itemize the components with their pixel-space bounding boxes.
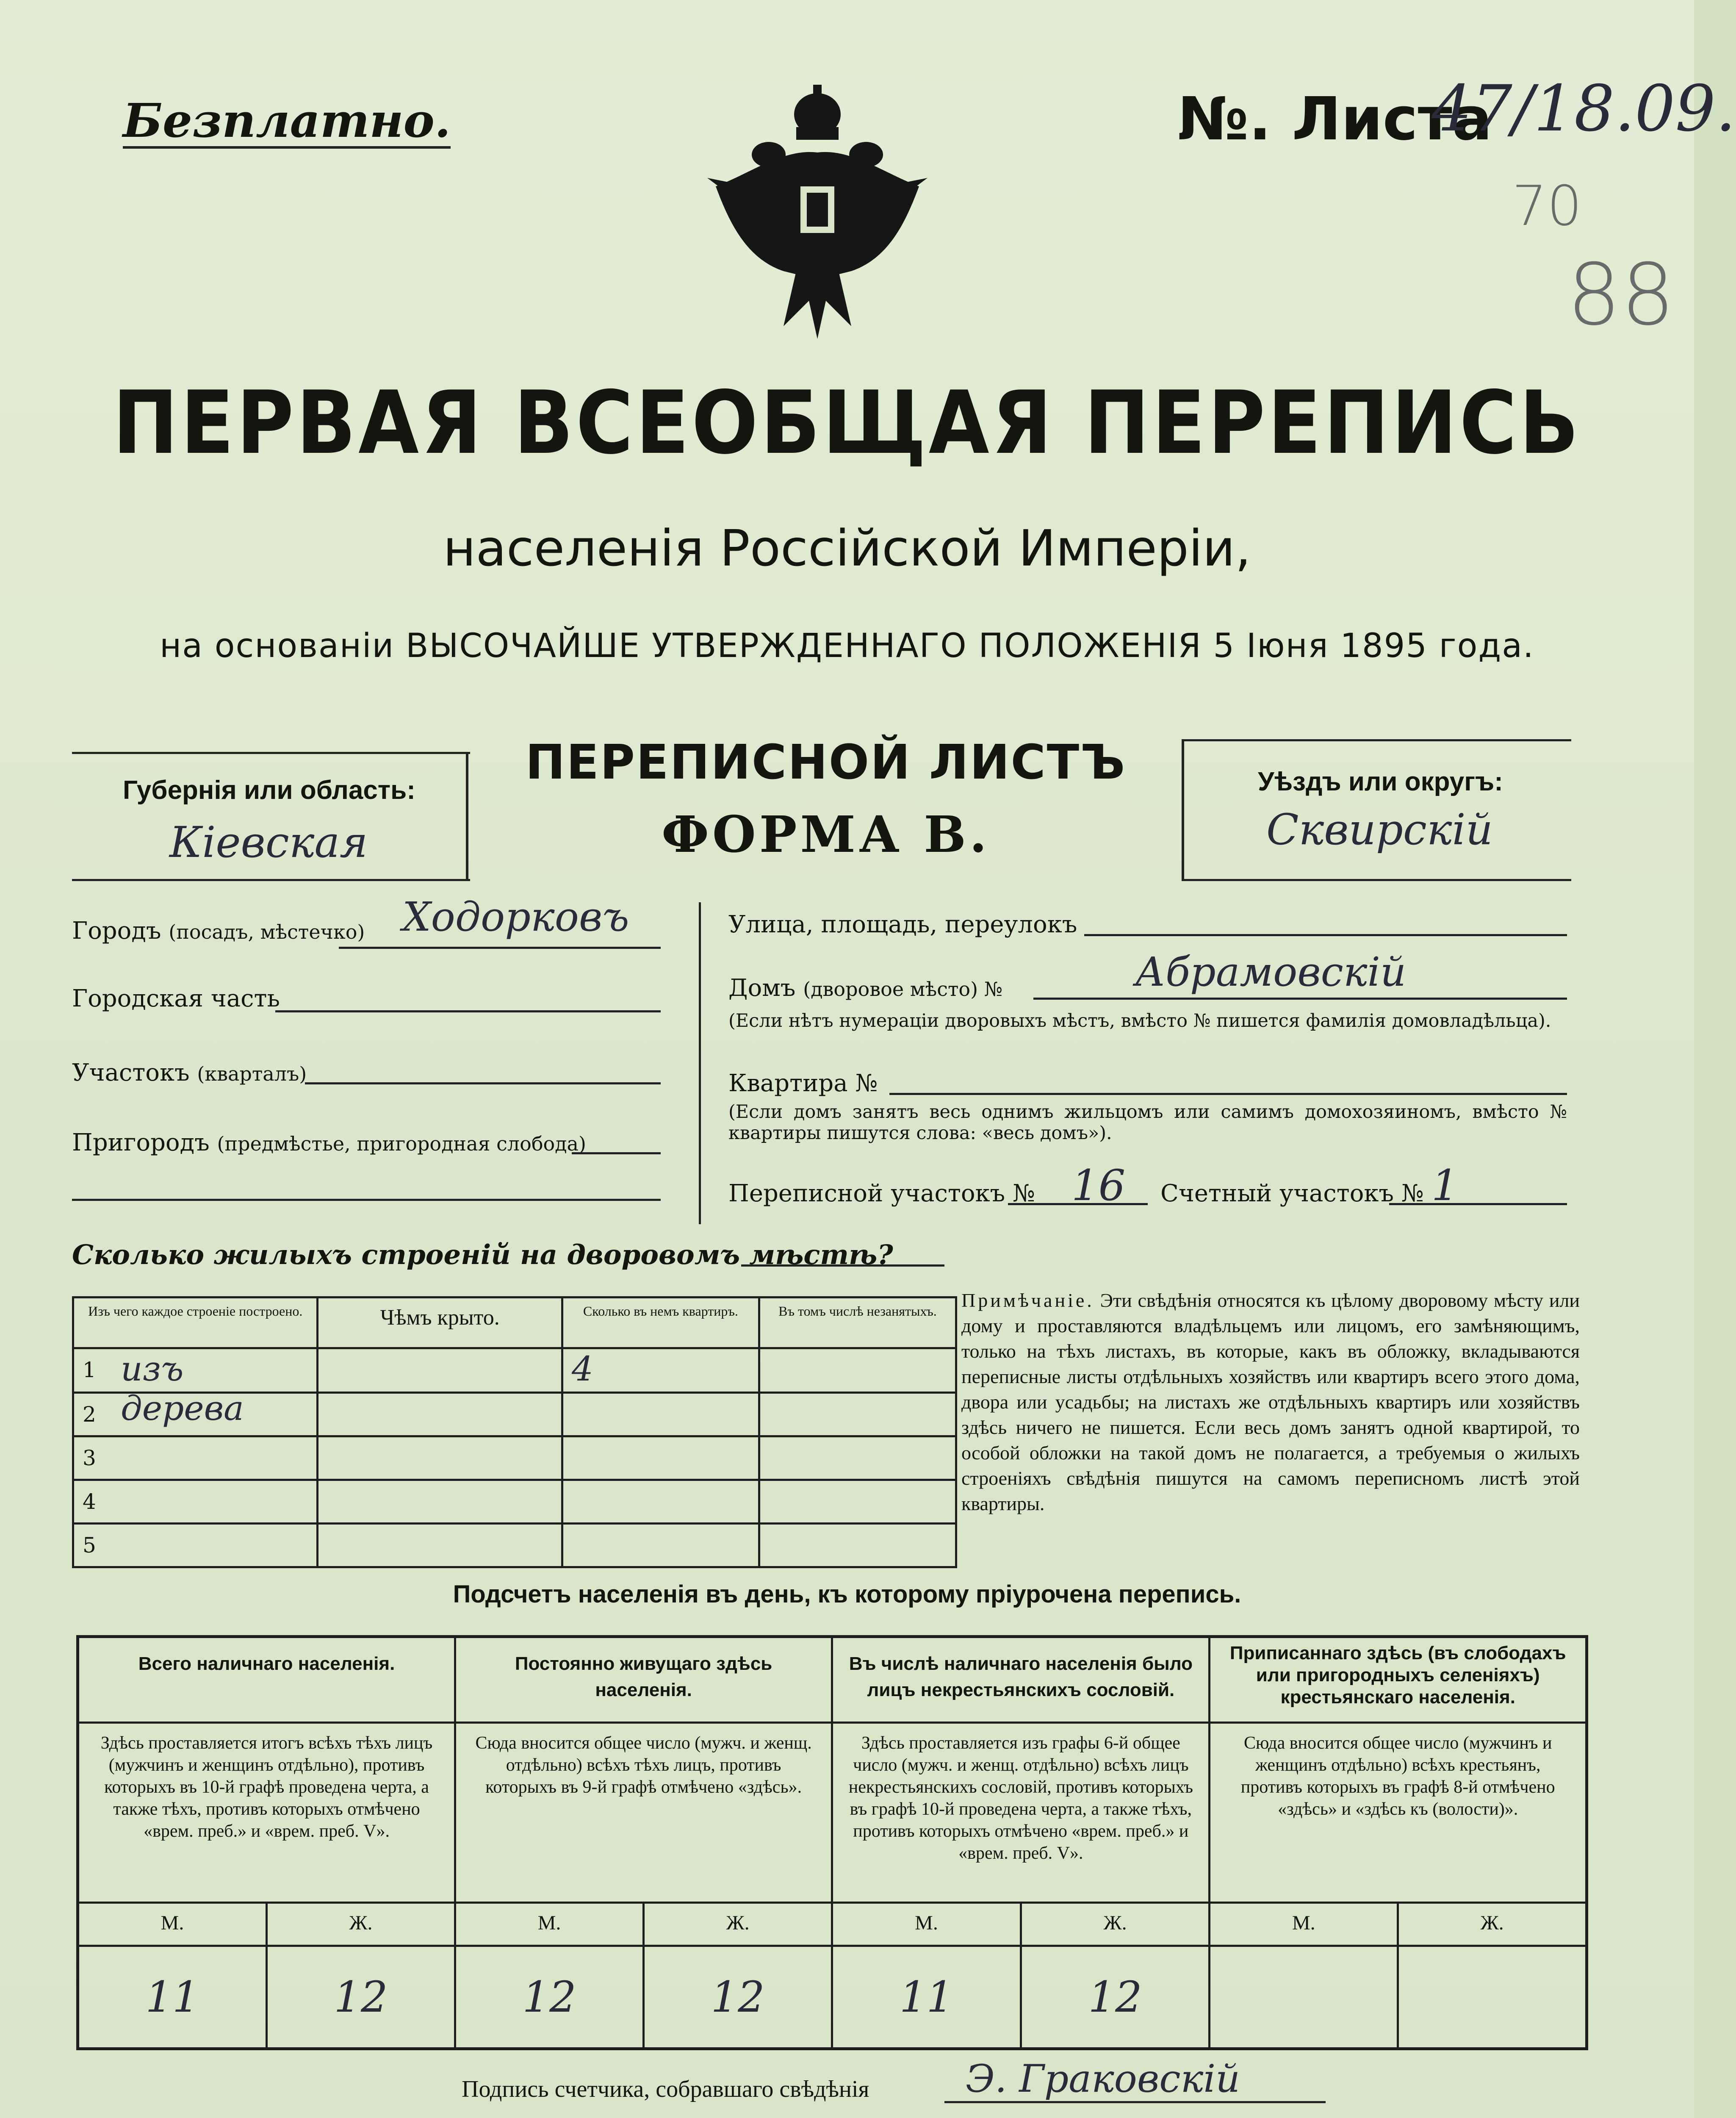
free-label: Безплатно.: [123, 93, 451, 148]
signature-value: Э. Граковскій: [966, 2057, 1240, 2101]
address-divider: [699, 902, 701, 1224]
rule-right: [1182, 739, 1571, 741]
count-col-4-header: Приписаннаго здѣсь (въ слободахъ или пригородныхъ селеніяхъ) крестьянскаго населенія.: [1210, 1637, 1587, 1723]
suburb-label: Пригородъ (предмѣстье, пригородная слобода): [72, 1129, 586, 1156]
uezd-value: Сквирскій: [1266, 805, 1493, 854]
population-count-table: Всего наличнаго населенія. Постоянно живущаго здѣсь населенія. Въ числѣ наличнаго населенія было лицъ некрестьянскихъ сословій. Приписаннаго здѣсь (въ слободахъ или пригородныхъ селеніяхъ) крестьянскаго населенія. Здѣсь проставляется итогъ всѣхъ тѣхъ лицъ (мужчинъ и женщинъ отдѣльно), противъ которыхъ въ 10-й графѣ проведена черта, а также тѣхъ, противъ которыхъ отмѣчено «врем. преб.» и «врем. преб. V». Сюда вносится общее число (мужч. и женщ. отдѣльно) всѣхъ тѣхъ лицъ, противъ которыхъ въ 9-й графѣ отмѣчено «здѣсь». Здѣсь проставляется изъ графы 6-й общее число (мужч. и женщ. отдѣльно) всѣхъ лицъ некрестьянскихъ сословій, противъ которыхъ въ графѣ 10-й проведена черта, а также тѣхъ, противъ которыхъ отмѣчено «врем. преб.» и «врем. преб. V». Сюда вносится общее число (мужчинъ и женщинъ отдѣльно) всѣхъ крестьянъ, противъ которыхъ въ графѣ 8-й отмѣчено «здѣсь» и «здѣсь къ (волости)». М. Ж. М. Ж. М. Ж. М. Ж. 11 12 12 12 11 12: [76, 1635, 1588, 2050]
count-title: Подсчетъ населенія въ день, къ которому пріурочена перепись.: [453, 1580, 1241, 1608]
divider-left: [466, 752, 468, 881]
census-district-value: 16: [1072, 1161, 1126, 1210]
city-value: Ходорковъ: [402, 894, 629, 940]
count-district-label: Счетный участокъ №: [1160, 1180, 1424, 1207]
count-district-value: 1: [1431, 1161, 1459, 1210]
col-material-header: Изъ чего каждое строеніе построено.: [73, 1297, 318, 1348]
census-district-label: Переписной участокъ №: [728, 1180, 1035, 1207]
table-row: 2: [73, 1393, 956, 1436]
imperial-eagle-emblem: [699, 80, 936, 343]
street-line: [1084, 934, 1567, 936]
house-note: (Если нѣтъ нумераціи дворовыхъ мѣстъ, вмѣсто № пишется фамилія домовладѣльца).: [728, 1010, 1551, 1031]
buildings-note: Примѣчаніе. Эти свѣдѣнія относятся къ цѣлому дворовому мѣсту или дому и проставляются владѣльцемъ или лицомъ, его замѣняющимъ, только на тѣхъ листахъ, въ которые, какъ въ обложку, вкладываются переписные листы отдѣльныхъ хозяйствъ или квартиръ всего этого дома, двора или усадьбы; на листахъ же отдѣльныхъ квартиръ или хозяйствъ здѣсь ничего не пишется. Если весь домъ занятъ одной квартирой, то особой обложки на такой домъ не полагается, а требуемыя о жилыхъ строеніяхъ свѣдѣнія пишутся на самомъ переписномъ листѣ этой квартиры.: [961, 1289, 1580, 1514]
house-value: Абрамовскій: [1135, 949, 1407, 995]
col-empty-header: Въ томъ числѣ незанятыхъ.: [759, 1297, 956, 1348]
uezd-label: Уѣздъ или округъ:: [1258, 767, 1503, 796]
guberniya-label: Губернія или область:: [123, 776, 415, 805]
legal-basis-line: на основаніи ВЫСОЧАЙШЕ УТВЕРЖДЕННАГО ПОЛОЖЕНІЯ 5 Іюня 1895 года.: [160, 627, 1534, 665]
precinct-label: Участокъ (кварталъ): [72, 1059, 307, 1087]
main-title: ПЕРВАЯ ВСЕОБЩАЯ ПЕРЕПИСЬ: [113, 373, 1581, 474]
sheet-type-title: ПЕРЕПИСНОЙ ЛИСТЪ: [525, 735, 1127, 790]
sheet-number-label: №. Листа: [1177, 85, 1492, 154]
sheet-number-value: 47/18.09.: [1431, 72, 1736, 146]
district-label: Городская часть: [72, 985, 280, 1012]
buildings-table: [72, 1296, 957, 1568]
pencil-mark-70: 70: [1512, 174, 1582, 238]
table-row: 5: [73, 1524, 956, 1567]
count-district-line: [1389, 1203, 1567, 1205]
subtitle: населенія Россійской Имперіи,: [443, 519, 1251, 577]
count-col-2-header: Постоянно живущаго здѣсь населенія.: [455, 1637, 832, 1723]
pencil-mark-88: 88: [1567, 246, 1675, 344]
col-apts-header: Сколько въ немъ квартиръ.: [562, 1297, 759, 1348]
rule-left-bottom: [72, 879, 470, 881]
count-col-3-header: Въ числѣ наличнаго населенія было лицъ некрестьянскихъ сословій.: [832, 1637, 1210, 1723]
table-row: 1 изъ дерева 4: [73, 1348, 956, 1393]
count-values-row: 11 12 12 12 11 12: [78, 1946, 1587, 2049]
signature-label: Подпись счетчика, собравшаго свѣдѣнія: [462, 2076, 869, 2102]
rule-left: [72, 752, 470, 754]
suburb-line: [572, 1152, 661, 1154]
buildings-question-line: [741, 1264, 944, 1267]
buildings-question: Сколько жилыхъ строеній на дворовомъ мѣстѣ?: [72, 1239, 893, 1271]
city-label: Городъ (посадъ, мѣстечко): [72, 917, 365, 945]
count-col-1-header: Всего наличнаго населенія.: [78, 1637, 455, 1723]
divider-right: [1182, 739, 1184, 881]
guberniya-value: Кіевская: [169, 818, 368, 867]
signature-line: [944, 2101, 1326, 2103]
census-district-line: [1008, 1203, 1148, 1205]
street-label: Улица, площадь, переулокъ: [728, 911, 1077, 938]
rule-right-bottom: [1182, 879, 1571, 881]
precinct-line: [305, 1082, 661, 1084]
apartment-label: Квартира №: [728, 1070, 878, 1097]
apartment-line: [889, 1093, 1567, 1095]
city-line: [339, 947, 661, 949]
suburb-line-2: [72, 1199, 661, 1201]
form-name: ФОРМА В.: [661, 805, 991, 864]
table-row: 4: [73, 1480, 956, 1524]
house-line: [1033, 998, 1567, 1000]
table-row: 3: [73, 1436, 956, 1480]
district-line: [275, 1010, 661, 1012]
col-roof-header: Чѣмъ крыто.: [318, 1297, 562, 1348]
house-label: Домъ (дворовое мѣсто) №: [728, 974, 1003, 1002]
apartment-note: (Если домъ занятъ весь однимъ жильцомъ или самимъ домохозяиномъ, вмѣсто № квартиры пишутся слова: «весь домъ»).: [728, 1101, 1567, 1144]
